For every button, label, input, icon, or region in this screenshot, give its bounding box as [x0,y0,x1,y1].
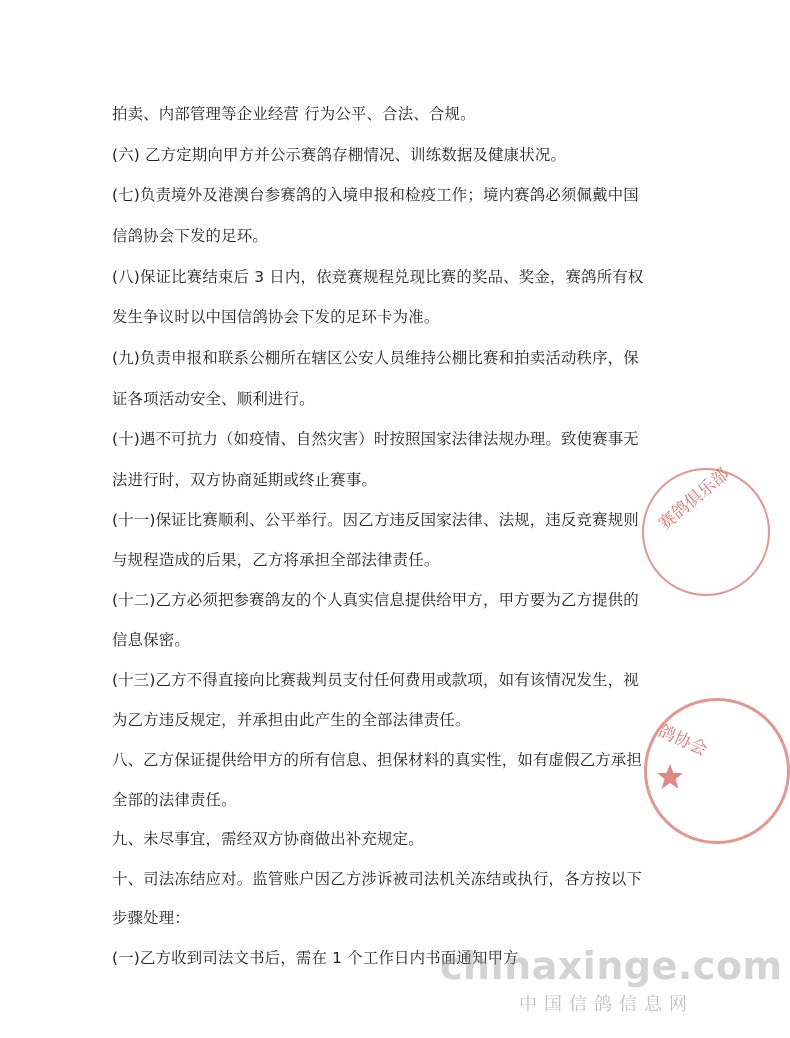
text-line: 与规程造成的后果，乙方将承担全部法律责任。 [112,551,440,569]
text-line: (十)遇不可抗力（如疫情、自然灾害）时按照国家法律法规办理。致使赛事无 [112,430,639,448]
text-line: 八、乙方保证提供给甲方的所有信息、担保材料的真实性，如有虚假乙方承担 [112,751,643,769]
text-line: (一)乙方收到司法文书后，需在 1 个工作日内书面通知甲方 [112,949,519,967]
text-line: (十一)保证比赛顺利、公平举行。因乙方违反国家法律、法规，违反竞赛规则 [112,511,639,529]
red-seal-upper [642,468,770,596]
text-line: (六) 乙方定期向甲方并公示赛鸽存棚情况、训练数据及健康状况。 [112,146,567,164]
text-line: (八)保证比赛结束后 3 日内，依竞赛规程兑现比赛的奖品、奖金，赛鸽所有权 [112,268,644,286]
watermark-name: 中国信鸽信息网 [519,994,694,1015]
text-line: 九、未尽事宜，需经双方协商做出补充规定。 [112,830,424,848]
text-line: 为乙方违反规定，并承担由此产生的全部法律责任。 [112,711,471,729]
text-line: 拍卖、内部管理等企业经营 行为公平、合法、合规。 [112,105,476,123]
text-line: (九)负责申报和联系公棚所在辖区公安人员维持公棚比赛和拍卖活动秩序，保 [112,349,639,367]
text-line: (七)负责境外及港澳台参赛鸽的入境申报和检疫工作；境内赛鸽必须佩戴中国 [112,186,639,204]
text-line: (十二)乙方必须把参赛鸽友的个人真实信息提供给甲方，甲方要为乙方提供的 [112,591,639,609]
text-line: 十、司法冻结应对。监管账户因乙方涉诉被司法机关冻结或执行，各方按以下 [112,870,643,888]
text-line: 步骤处理： [112,909,190,927]
text-line: 全部的法律责任。 [112,791,237,809]
text-line: (十三)乙方不得直接向比赛裁判员支付任何费用或款项，如有该情况发生，视 [112,671,639,689]
text-line: 证各项活动安全、顺利进行。 [112,390,315,408]
seal-star-icon [655,762,685,792]
text-line: 信鸽协会下发的足环。 [112,227,268,245]
text-line: 发生争议时以中国信鸽协会下发的足环卡为准。 [112,308,440,326]
text-line: 信息保密。 [112,631,190,649]
seal-upper-text: 赛鸽俱乐部 [655,464,734,535]
watermark-site: chinaxinge.com [440,944,783,988]
text-line: 法进行时，双方协商延期或终止赛事。 [112,471,378,489]
seal-lower-text: 鸽协会 [655,721,710,761]
